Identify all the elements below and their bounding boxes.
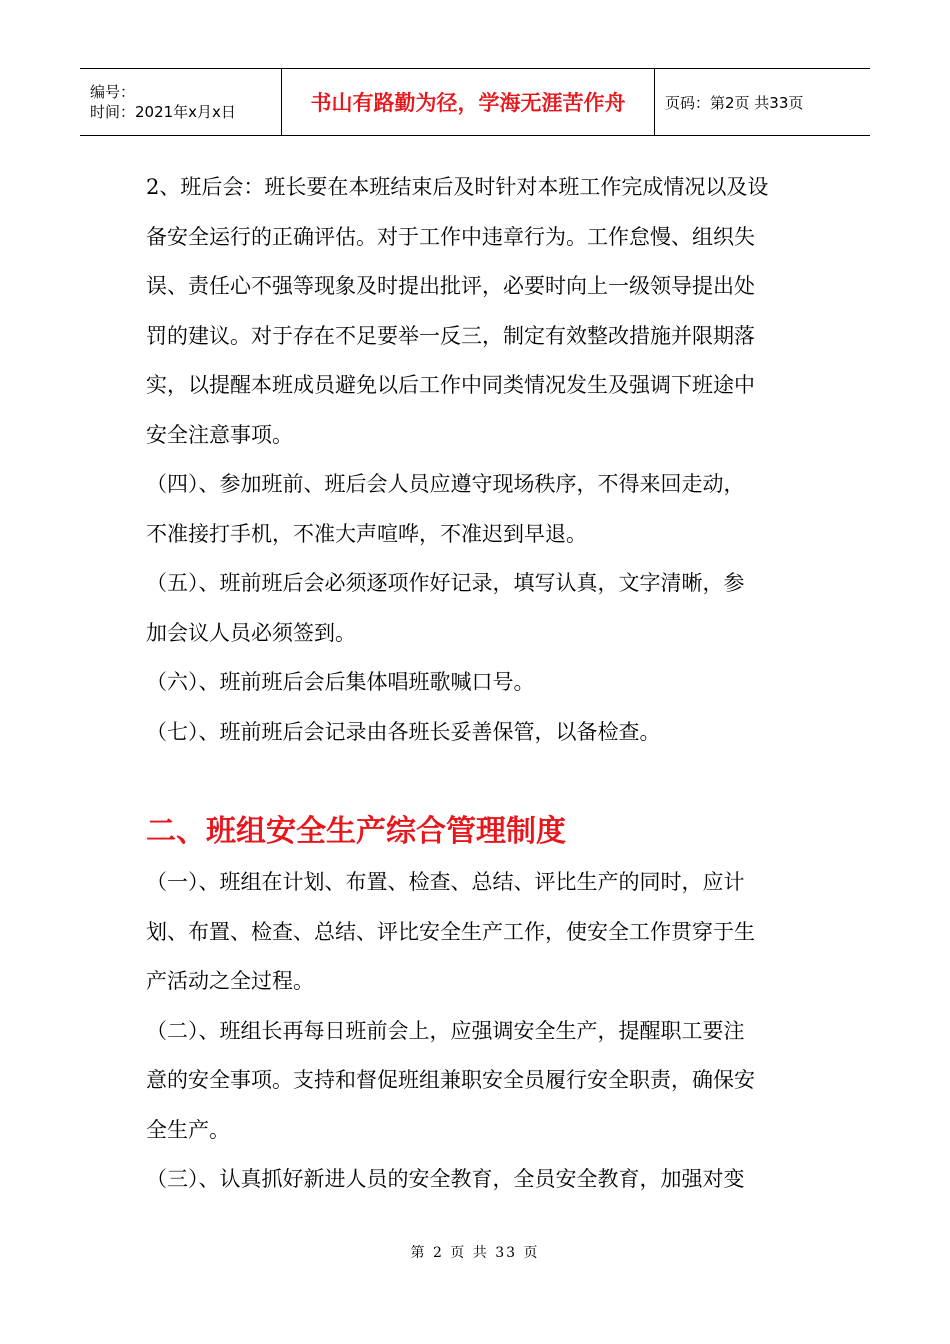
body-line: 全生产。 bbox=[146, 1117, 230, 1142]
document-time-label: 时间：2021年x月x日 bbox=[90, 103, 236, 121]
body-line: （二）、班组长再每日班前会上，应强调安全生产，提醒职工要注 bbox=[146, 1018, 745, 1043]
page-header bbox=[80, 68, 870, 136]
body-text-part-1 bbox=[146, 163, 806, 757]
body-line: 划、布置、检查、总结、评比安全生产工作，使安全工作贯穿于生 bbox=[146, 919, 755, 944]
section-heading: 二、班组安全生产综合管理制度 bbox=[146, 814, 566, 849]
header-motto: 书山有路勤为径，学海无涯苦作舟 bbox=[282, 69, 655, 135]
body-line: （一）、班组在计划、布置、检查、总结、评比生产的同时，应计 bbox=[146, 870, 745, 894]
body-text-part-2 bbox=[146, 858, 806, 1205]
page-footer: 第 2 页 共 33 页 bbox=[410, 1245, 540, 1261]
document-number-label: 编号： bbox=[90, 83, 136, 101]
header-page-info: 页码：第2页 共33页 bbox=[665, 93, 804, 112]
body-line: （五）、班前班后会必须逐项作好记录，填写认真，文字清晰，参 bbox=[146, 571, 745, 595]
body-line: （四）、参加班前、班后会人员应遵守现场秩序，不得来回走动， bbox=[146, 472, 745, 496]
body-line: 产活动之全过程。 bbox=[146, 969, 314, 993]
header-meta bbox=[80, 69, 282, 135]
body-line: （七）、班前班后会记录由各班长妥善保管，以备检查。 bbox=[146, 719, 661, 744]
body-line: （六）、班前班后会后集体唱班歌喊口号。 bbox=[146, 670, 535, 694]
body-line: （三）、认真抓好新进人员的安全教育，全员安全教育，加强对变 bbox=[146, 1167, 745, 1191]
body-line: 罚的建议。对于存在不足要举一反三，制定有效整改措施并限期落 bbox=[146, 323, 755, 348]
body-line: 不准接打手机，不准大声喧哗，不准迟到早退。 bbox=[146, 521, 587, 546]
body-line: 安全注意事项。 bbox=[146, 422, 293, 447]
body-line: 2、班后会：班长要在本班结束后及时针对本班工作完成情况以及设 bbox=[146, 175, 769, 199]
body-line: 实，以提醒本班成员避免以后工作中同类情况发生及强调下班途中 bbox=[146, 373, 755, 397]
body-line: 误、责任心不强等现象及时提出批评，必要时向上一级领导提出处 bbox=[146, 274, 755, 298]
body-line: 备安全运行的正确评估。对于工作中违章行为。工作怠慢、组织失 bbox=[146, 224, 755, 249]
body-line: 加会议人员必须签到。 bbox=[146, 620, 356, 645]
body-line: 意的安全事项。支持和督促班组兼职安全员履行安全职责，确保安 bbox=[146, 1068, 755, 1092]
